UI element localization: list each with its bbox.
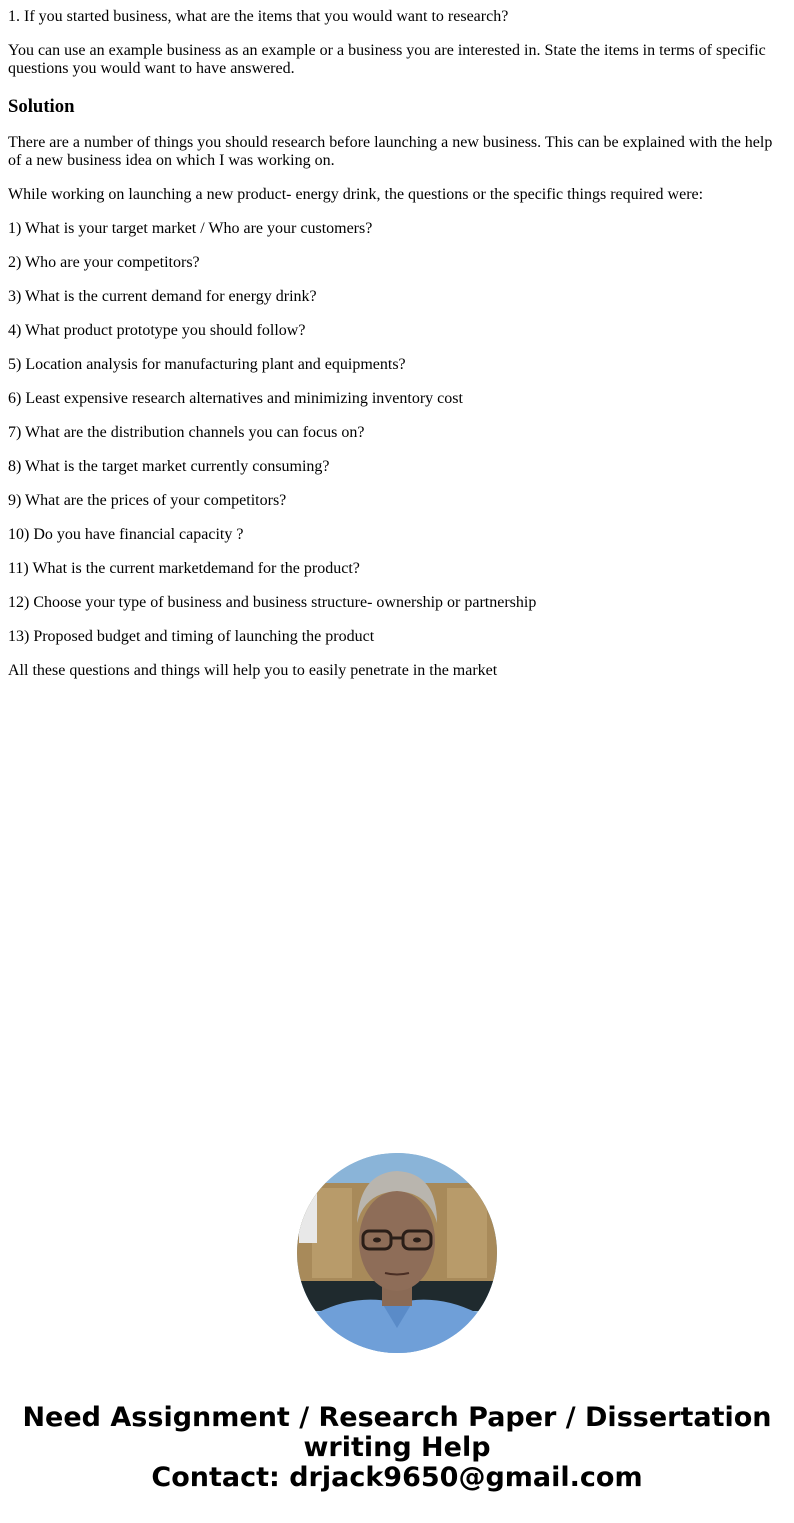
- list-item: 7) What are the distribution channels you can focus on?: [8, 424, 365, 441]
- question-title: 1. If you started business, what are the items that you would want to research?: [8, 8, 509, 25]
- list-item: 10) Do you have financial capacity ?: [8, 526, 244, 543]
- list-item: 4) What product prototype you should follow?: [8, 322, 306, 339]
- list-item: 1) What is your target market / Who are your customers?: [8, 220, 373, 237]
- list-item: 9) What are the prices of your competitors?: [8, 492, 287, 509]
- list-item: 12) Choose your type of business and business structure- ownership or partnership: [8, 594, 537, 611]
- solution-heading: Solution: [8, 96, 75, 117]
- list-item: 6) Least expensive research alternatives and minimizing inventory cost: [8, 390, 463, 407]
- list-item: 13) Proposed budget and timing of launching the product: [8, 628, 375, 645]
- solution-context: While working on launching a new product- energy drink, the questions or the specific things required were:: [8, 186, 704, 203]
- list-item: 2) Who are your competitors?: [8, 254, 200, 271]
- promo-contact-email: Contact: drjack9650@gmail.com: [151, 1462, 643, 1493]
- document-body: [8, 8, 786, 696]
- list-item: 3) What is the current demand for energy drink?: [8, 288, 317, 305]
- promo-banner: [0, 1403, 794, 1493]
- list-item: 8) What is the target market currently consuming?: [8, 458, 330, 475]
- promo-line-1: Need Assignment / Research Paper / Dissertation: [22, 1402, 772, 1433]
- solution-conclusion: All these questions and things will help you to easily penetrate in the market: [8, 662, 498, 679]
- avatar: [297, 1153, 497, 1353]
- promo-line-2: writing Help: [303, 1432, 491, 1463]
- list-item: 5) Location analysis for manufacturing plant and equipments?: [8, 356, 406, 373]
- person-photo-icon: [297, 1153, 497, 1353]
- question-instructions: You can use an example business as an example or a business you are interested in. State the items in terms of specific questions you would want to have answered.: [8, 42, 766, 77]
- solution-intro: There are a number of things you should research before launching a new business. This can be explained with the help of a new business idea on which I was working on.: [8, 134, 773, 169]
- list-item: 11) What is the current marketdemand for the product?: [8, 560, 360, 577]
